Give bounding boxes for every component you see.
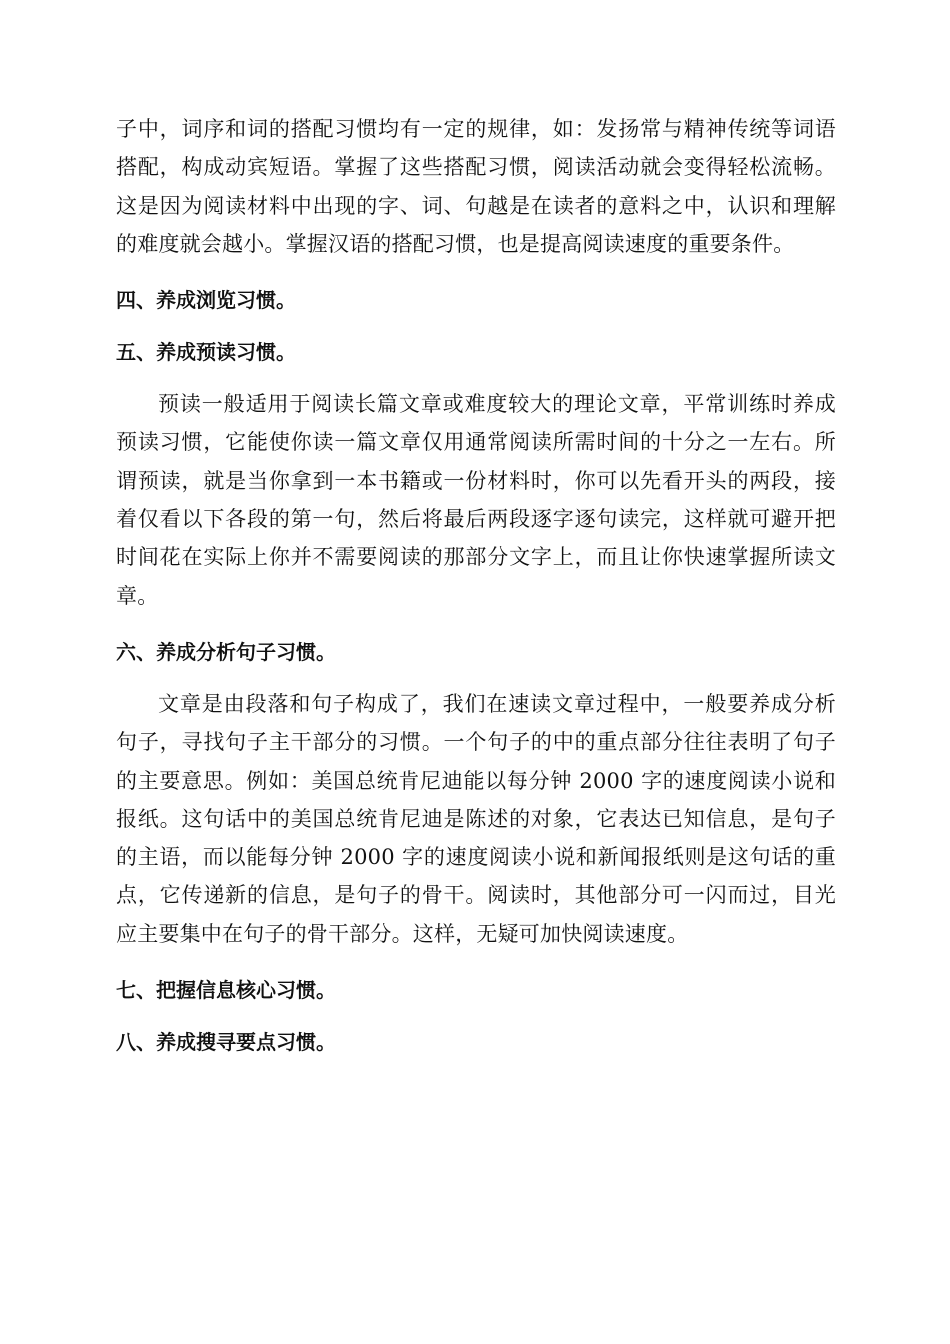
heading-preview-habit: 五、养成预读习惯。 (116, 340, 296, 365)
paragraph-continued: 子中，词序和词的搭配习惯均有一定的规律，如：发扬常与精神传统等词语搭配，构成动宾短语。掌握了这些搭配习惯，阅读活动就会变得轻松流畅。这是因为阅读材料中出现的字、词、句越是在读者的意料之中，认识和理解的难度就会越小。掌握汉语的搭配习惯，也是提高阅读速度的重要条件。 (116, 117, 836, 256)
heading-key-points-habit: 八、养成搜寻要点习惯。 (116, 1030, 336, 1055)
paragraph-preview: 预读一般适用于阅读长篇文章或难度较大的理论文章，平常训练时养成预读习惯，它能使你读一篇文章仅用通常阅读所需时间的十分之一左右。所谓预读，就是当你拿到一本书籍或一份材料时，你可以先看开头的两段，接着仅看以下各段的第一句，然后将最后两段逐字逐句读完，这样就可避开把时间花在实际上你并不需要阅读的那部分文字上，而且让你快速掌握所读文章。 (116, 392, 836, 608)
heading-browse-habit: 四、养成浏览习惯。 (116, 288, 296, 313)
heading-core-info-habit: 七、把握信息核心习惯。 (116, 978, 336, 1003)
heading-sentence-analysis-habit: 六、养成分析句子习惯。 (116, 639, 336, 664)
document-page (116, 110, 836, 1061)
paragraph-sentence-analysis: 文章是由段落和句子构成了，我们在速读文章过程中，一般要养成分析句子，寻找句子主干部分的习惯。一个句子的中的重点部分往往表明了句子的主要意思。例如：美国总统肯尼迪能以每分钟 2000 字的速度阅读小说和报纸。这句话中的美国总统肯尼迪是陈述的对象，它表达已知信息，是句子的主语，而以能每分钟 2000 字的速度阅读小说和新闻报纸则是这句话的重点，它传递新的信息，是句子的骨干。阅读时，其他部分可一闪而过，目光应主要集中在句子的骨干部分。这样，无疑可加快阅读速度。 (116, 691, 836, 946)
